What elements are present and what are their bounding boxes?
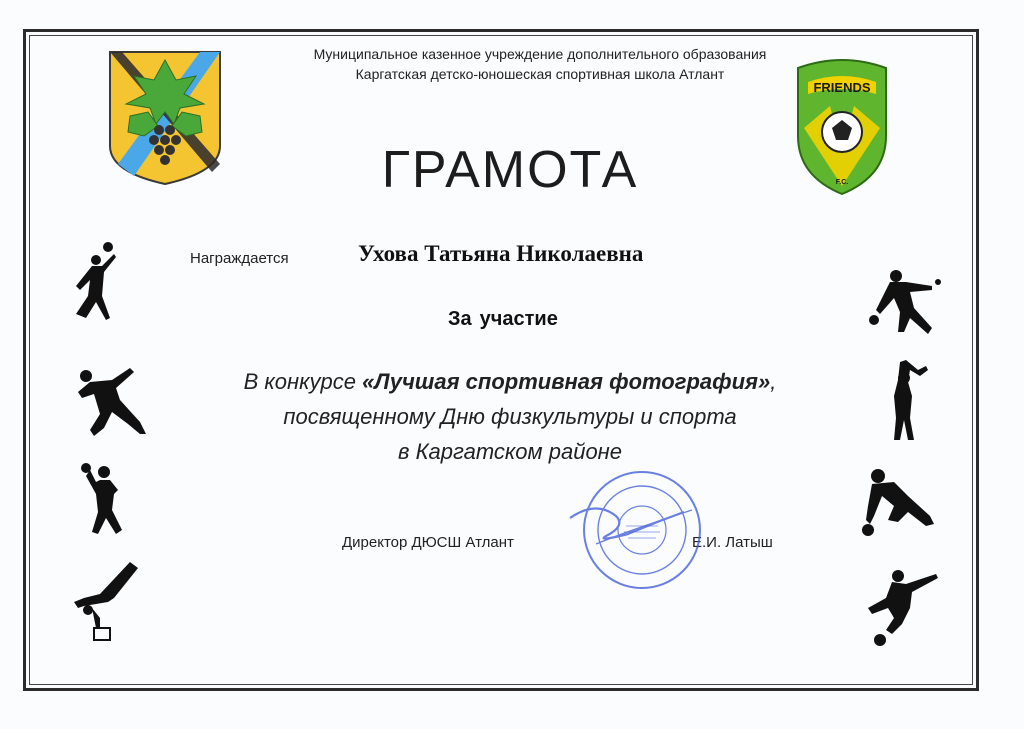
contest-name: «Лучшая спортивная фотография» (362, 369, 771, 394)
gymnast-icon (70, 558, 142, 642)
table-tennis-player-icon (866, 268, 946, 338)
contest-prefix: В конкурсе (243, 369, 363, 394)
director-position: Директор ДЮСШ Атлант (342, 534, 514, 551)
recipient-name: Ухова Татьяна Николаевна (358, 241, 644, 266)
contest-line-3: в Каргатском районе (397, 439, 623, 464)
badge-text-bottom: F.C. (835, 179, 849, 186)
contest-line-2: посвященному Дню физкультуры и спорта (283, 404, 737, 429)
badge-text-top: FRIENDS (813, 80, 871, 95)
contest-description (200, 364, 820, 469)
district-coat-of-arms-icon (104, 46, 226, 188)
document-title: ГРАМОТА (381, 141, 639, 199)
awarded-label: Награждается (190, 250, 289, 267)
award-reason (448, 308, 558, 331)
official-stamp-icon (566, 470, 712, 600)
contest-line-1 (200, 364, 820, 399)
bowler-icon (858, 466, 938, 538)
runner-icon (72, 364, 148, 438)
soccer-player-icon (862, 568, 942, 646)
volleyball-player-icon (66, 240, 122, 336)
ping-pong-player-icon (80, 460, 128, 540)
stretching-woman-icon (886, 358, 930, 442)
contest-suffix: , (770, 369, 777, 394)
organization-header (240, 44, 840, 84)
organization-line-2: Каргатская детско-юношеская спортивная школа Атлант (355, 66, 725, 82)
director-name: Е.И. Латыш (692, 534, 773, 551)
for-word: За (448, 308, 472, 330)
reason-text: участие (479, 308, 558, 330)
organization-line-1: Муниципальное казенное учреждение дополнительного образования (313, 46, 767, 62)
